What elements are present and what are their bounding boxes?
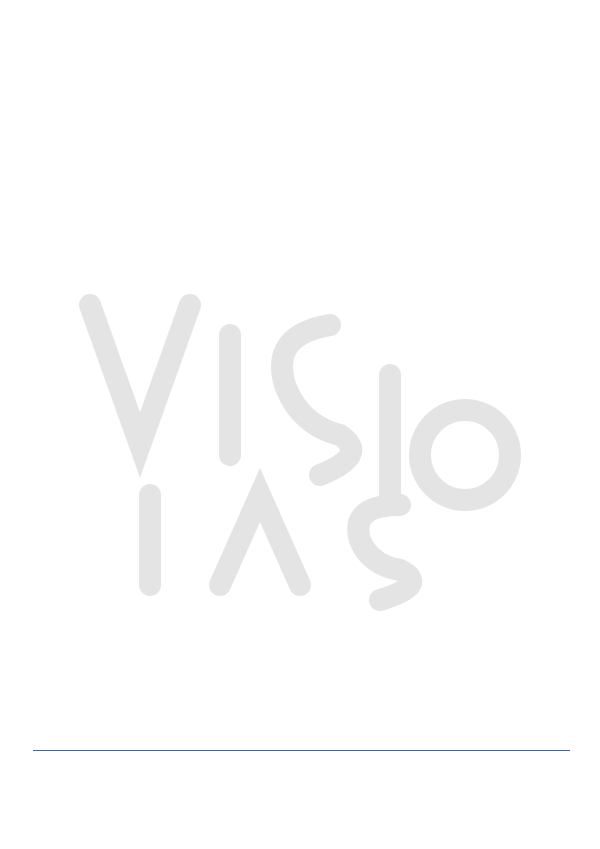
footer-divider bbox=[33, 750, 570, 751]
header-bar bbox=[0, 0, 600, 20]
vision-ias-watermark bbox=[70, 265, 540, 625]
page-content bbox=[33, 47, 570, 57]
